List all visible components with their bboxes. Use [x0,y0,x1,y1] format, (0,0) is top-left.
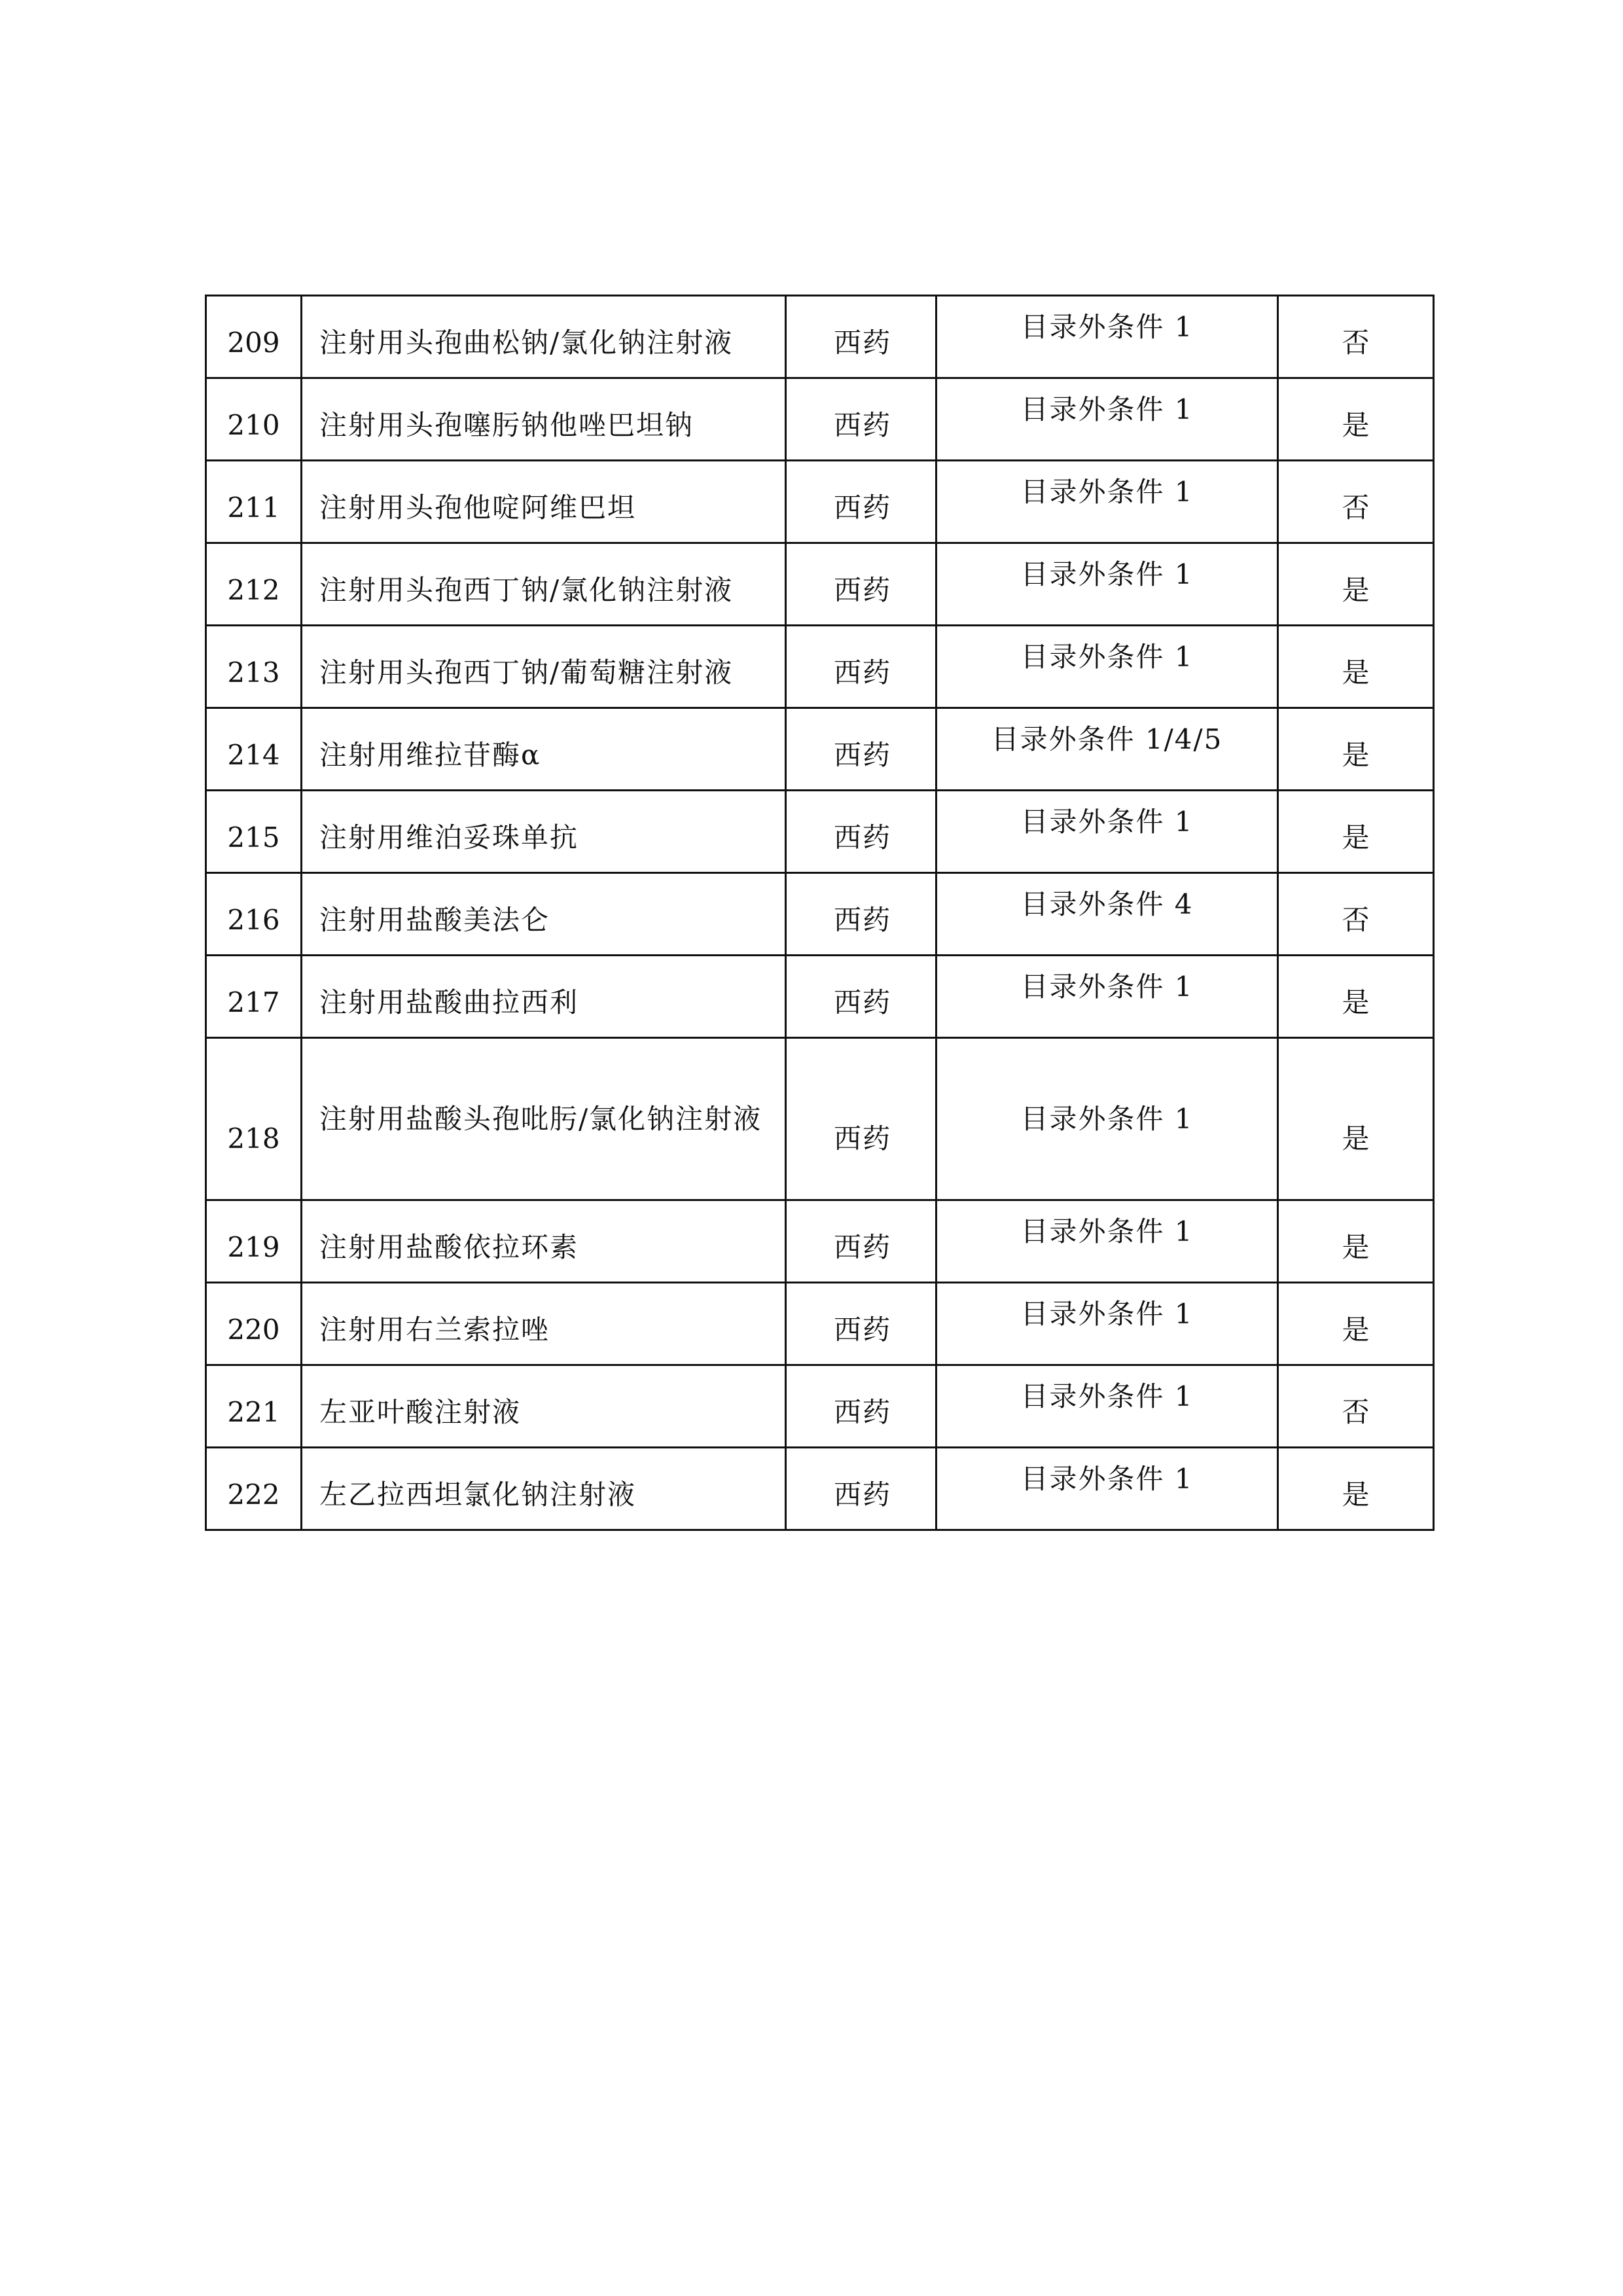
catalog-condition: 目录外条件 1 [936,791,1278,873]
table-row [206,873,1434,956]
catalog-condition: 目录外条件 1 [936,1448,1278,1530]
drug-type: 西药 [786,378,936,461]
row-number: 214 [206,708,302,791]
table-row [206,708,1434,791]
table-row [206,626,1434,708]
drug-type: 西药 [786,1283,936,1365]
table-row [206,296,1434,378]
catalog-condition: 目录外条件 4 [936,873,1278,956]
catalog-condition: 目录外条件 1 [936,1283,1278,1365]
row-number: 209 [206,296,302,378]
catalog-condition: 目录外条件 1/4/5 [936,708,1278,791]
drug-type: 西药 [786,956,936,1038]
table-row [206,378,1434,461]
drug-name: 注射用头孢西丁钠/葡萄糖注射液 [302,626,786,708]
drug-name: 注射用盐酸依拉环素 [302,1200,786,1283]
yes-no-flag: 是 [1278,378,1434,461]
drug-type: 西药 [786,1200,936,1283]
drug-name: 注射用盐酸头孢吡肟/氯化钠注射液 [302,1038,786,1200]
drug-type: 西药 [786,873,936,956]
catalog-condition: 目录外条件 1 [936,1038,1278,1200]
table-row [206,461,1434,543]
catalog-condition: 目录外条件 1 [936,626,1278,708]
drug-type: 西药 [786,626,936,708]
drug-name: 注射用盐酸曲拉西利 [302,956,786,1038]
row-number: 215 [206,791,302,873]
drug-type: 西药 [786,296,936,378]
yes-no-flag: 是 [1278,708,1434,791]
row-number: 210 [206,378,302,461]
drug-type: 西药 [786,1038,936,1200]
row-number: 212 [206,543,302,626]
yes-no-flag: 否 [1278,461,1434,543]
table-row [206,1200,1434,1283]
yes-no-flag: 是 [1278,626,1434,708]
row-number: 217 [206,956,302,1038]
drug-type: 西药 [786,461,936,543]
catalog-condition: 目录外条件 1 [936,461,1278,543]
row-number: 213 [206,626,302,708]
yes-no-flag: 否 [1278,296,1434,378]
drug-name: 注射用维拉苷酶α [302,708,786,791]
yes-no-flag: 是 [1278,956,1434,1038]
drug-name: 注射用头孢西丁钠/氯化钠注射液 [302,543,786,626]
drug-name: 左乙拉西坦氯化钠注射液 [302,1448,786,1530]
drug-name: 注射用头孢他啶阿维巴坦 [302,461,786,543]
yes-no-flag: 是 [1278,1283,1434,1365]
drug-name: 左亚叶酸注射液 [302,1365,786,1448]
yes-no-flag: 是 [1278,1448,1434,1530]
row-number: 216 [206,873,302,956]
drug-type: 西药 [786,543,936,626]
catalog-condition: 目录外条件 1 [936,378,1278,461]
drug-name: 注射用右兰索拉唑 [302,1283,786,1365]
catalog-condition: 目录外条件 1 [936,956,1278,1038]
table-row [206,1038,1434,1200]
yes-no-flag: 是 [1278,791,1434,873]
row-number: 218 [206,1038,302,1200]
drug-type: 西药 [786,708,936,791]
yes-no-flag: 是 [1278,543,1434,626]
drug-name: 注射用盐酸美法仑 [302,873,786,956]
row-number: 221 [206,1365,302,1448]
row-number: 211 [206,461,302,543]
table-row [206,1448,1434,1530]
row-number: 220 [206,1283,302,1365]
table-row [206,1365,1434,1448]
yes-no-flag: 是 [1278,1200,1434,1283]
table-row [206,956,1434,1038]
drug-name: 注射用头孢曲松钠/氯化钠注射液 [302,296,786,378]
drug-name: 注射用头孢噻肟钠他唑巴坦钠 [302,378,786,461]
table-row [206,791,1434,873]
row-number: 222 [206,1448,302,1530]
drug-type: 西药 [786,791,936,873]
table-row [206,543,1434,626]
table-row [206,1283,1434,1365]
yes-no-flag: 否 [1278,1365,1434,1448]
yes-no-flag: 否 [1278,873,1434,956]
catalog-condition: 目录外条件 1 [936,543,1278,626]
catalog-condition: 目录外条件 1 [936,1365,1278,1448]
row-number: 219 [206,1200,302,1283]
catalog-condition: 目录外条件 1 [936,296,1278,378]
drug-name: 注射用维泊妥珠单抗 [302,791,786,873]
drug-type: 西药 [786,1365,936,1448]
catalog-condition: 目录外条件 1 [936,1200,1278,1283]
drug-type: 西药 [786,1448,936,1530]
yes-no-flag: 是 [1278,1038,1434,1200]
drug-catalog-table [205,295,1435,1531]
